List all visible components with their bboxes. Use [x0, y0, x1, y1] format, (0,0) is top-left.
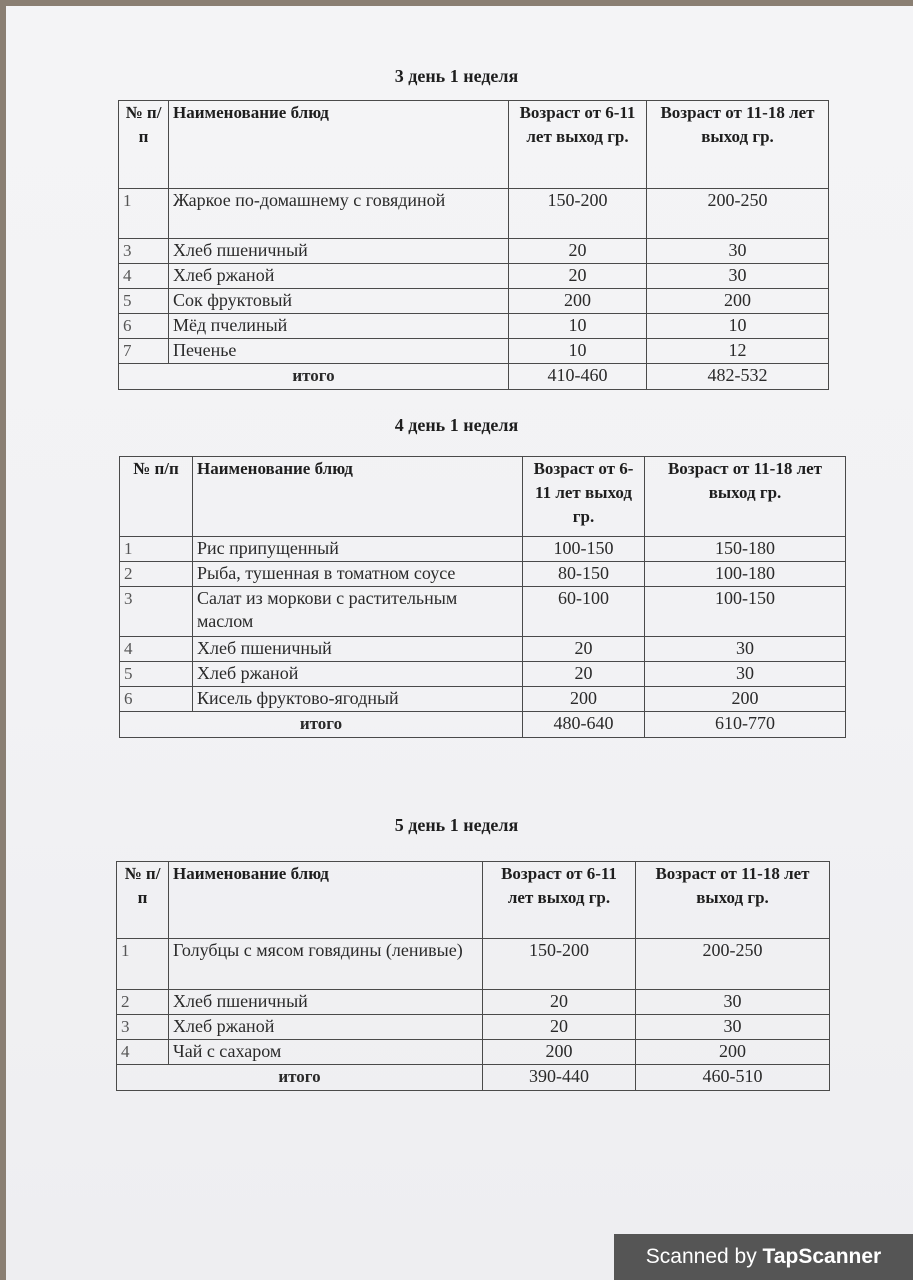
table-row: [120, 537, 846, 562]
row-num: 4: [117, 1040, 169, 1065]
portion-6-11: 10: [509, 314, 647, 339]
table-header-row: [119, 101, 829, 189]
table-row: [119, 289, 829, 314]
header-num: № п/п: [117, 862, 169, 939]
portion-6-11: 20: [483, 990, 636, 1015]
header-age-11-18: Возраст от 11-18 лет выход гр.: [636, 862, 830, 939]
dish-name: Рыба, тушенная в томатном соусе: [193, 562, 523, 587]
header-age-6-11: Возраст от 6-11 лет выход гр.: [523, 457, 645, 537]
portion-11-18: 10: [647, 314, 829, 339]
header-name: Наименование блюд: [169, 101, 509, 189]
dish-name: Жаркое по-домашнему с говядиной: [169, 189, 509, 239]
total-label: итого: [117, 1065, 483, 1091]
portion-6-11: 200: [509, 289, 647, 314]
table-row: [117, 990, 830, 1015]
table-row: [119, 264, 829, 289]
row-num: 4: [120, 637, 193, 662]
portion-11-18: 30: [645, 637, 846, 662]
row-num: 2: [120, 562, 193, 587]
table-row: [119, 189, 829, 239]
portion-6-11: 60-100: [523, 587, 645, 637]
table-row: [120, 637, 846, 662]
portion-6-11: 200: [523, 687, 645, 712]
total-6-11: 480-640: [523, 712, 645, 738]
dish-name: Хлеб пшеничный: [169, 990, 483, 1015]
day-title: 5 день 1 неделя: [394, 815, 519, 835]
portion-11-18: 30: [647, 264, 829, 289]
total-6-11: 410-460: [509, 364, 647, 390]
total-row: [120, 712, 846, 738]
table-row: [119, 314, 829, 339]
table-row: [119, 339, 829, 364]
dish-name: Хлеб ржаной: [193, 662, 523, 687]
portion-6-11: 10: [509, 339, 647, 364]
portion-11-18: 30: [636, 1015, 830, 1040]
dish-name: Сок фруктовый: [169, 289, 509, 314]
header-name: Наименование блюд: [193, 457, 523, 537]
header-age-11-18: Возраст от 11-18 лет выход гр.: [645, 457, 846, 537]
dish-name: Хлеб ржаной: [169, 1015, 483, 1040]
portion-6-11: 150-200: [483, 939, 636, 990]
portion-11-18: 200-250: [647, 189, 829, 239]
watermark-prefix: Scanned by: [645, 1245, 757, 1268]
dish-name: Печенье: [169, 339, 509, 364]
header-age-11-18: Возраст от 11-18 лет выход гр.: [647, 101, 829, 189]
header-age-6-11: Возраст от 6-11 лет выход гр.: [483, 862, 636, 939]
row-num: 3: [120, 587, 193, 637]
row-num: 1: [119, 189, 169, 239]
row-num: 5: [119, 289, 169, 314]
row-num: 3: [117, 1015, 169, 1040]
menu-table-day-4: [119, 456, 846, 738]
portion-11-18: 30: [636, 990, 830, 1015]
watermark-brand: TapScanner: [762, 1245, 882, 1268]
portion-11-18: 30: [645, 662, 846, 687]
portion-11-18: 30: [647, 239, 829, 264]
scanner-watermark: [614, 1234, 913, 1280]
portion-6-11: 20: [523, 637, 645, 662]
table-row: [119, 239, 829, 264]
table-row: [117, 939, 830, 990]
header-num: № п/п: [119, 101, 169, 189]
row-num: 6: [120, 687, 193, 712]
portion-11-18: 12: [647, 339, 829, 364]
portion-11-18: 200-250: [636, 939, 830, 990]
row-num: 4: [119, 264, 169, 289]
total-11-18: 460-510: [636, 1065, 830, 1091]
portion-6-11: 20: [483, 1015, 636, 1040]
dish-name: Голубцы с мясом говядины (ленивые): [169, 939, 483, 990]
portion-11-18: 150-180: [645, 537, 846, 562]
table-row: [117, 1040, 830, 1065]
header-num: № п/п: [120, 457, 193, 537]
portion-6-11: 20: [509, 239, 647, 264]
portion-11-18: 100-150: [645, 587, 846, 637]
row-num: 3: [119, 239, 169, 264]
dish-name: Хлеб пшеничный: [193, 637, 523, 662]
dish-name: Рис припущенный: [193, 537, 523, 562]
table-row: [120, 587, 846, 637]
portion-11-18: 200: [647, 289, 829, 314]
row-num: 5: [120, 662, 193, 687]
table-row: [120, 687, 846, 712]
total-row: [119, 364, 829, 390]
portion-6-11: 100-150: [523, 537, 645, 562]
portion-11-18: 200: [645, 687, 846, 712]
header-age-6-11: Возраст от 6-11 лет выход гр.: [509, 101, 647, 189]
portion-6-11: 20: [523, 662, 645, 687]
dish-name: Кисель фруктово-ягодный: [193, 687, 523, 712]
table-header-row: [117, 862, 830, 939]
row-num: 2: [117, 990, 169, 1015]
row-num: 6: [119, 314, 169, 339]
row-num: 1: [120, 537, 193, 562]
table-row: [120, 662, 846, 687]
portion-6-11: 80-150: [523, 562, 645, 587]
table-row: [117, 1015, 830, 1040]
row-num: 7: [119, 339, 169, 364]
dish-name: Хлеб ржаной: [169, 264, 509, 289]
day-title: 4 день 1 неделя: [394, 415, 519, 435]
dish-name: Хлеб пшеничный: [169, 239, 509, 264]
total-label: итого: [119, 364, 509, 390]
total-row: [117, 1065, 830, 1091]
portion-6-11: 200: [483, 1040, 636, 1065]
total-11-18: 482-532: [647, 364, 829, 390]
day-title: 3 день 1 неделя: [394, 66, 519, 86]
table-header-row: [120, 457, 846, 537]
menu-table-day-5: [116, 861, 830, 1091]
portion-11-18: 200: [636, 1040, 830, 1065]
total-11-18: 610-770: [645, 712, 846, 738]
total-label: итого: [120, 712, 523, 738]
portion-6-11: 20: [509, 264, 647, 289]
header-name: Наименование блюд: [169, 862, 483, 939]
dish-name: Чай с сахаром: [169, 1040, 483, 1065]
row-num: 1: [117, 939, 169, 990]
dish-name: Салат из моркови с растительным маслом: [193, 587, 523, 637]
portion-6-11: 150-200: [509, 189, 647, 239]
menu-table-day-3: [118, 100, 829, 390]
total-6-11: 390-440: [483, 1065, 636, 1091]
table-row: [120, 562, 846, 587]
dish-name: Мёд пчелиный: [169, 314, 509, 339]
portion-11-18: 100-180: [645, 562, 846, 587]
